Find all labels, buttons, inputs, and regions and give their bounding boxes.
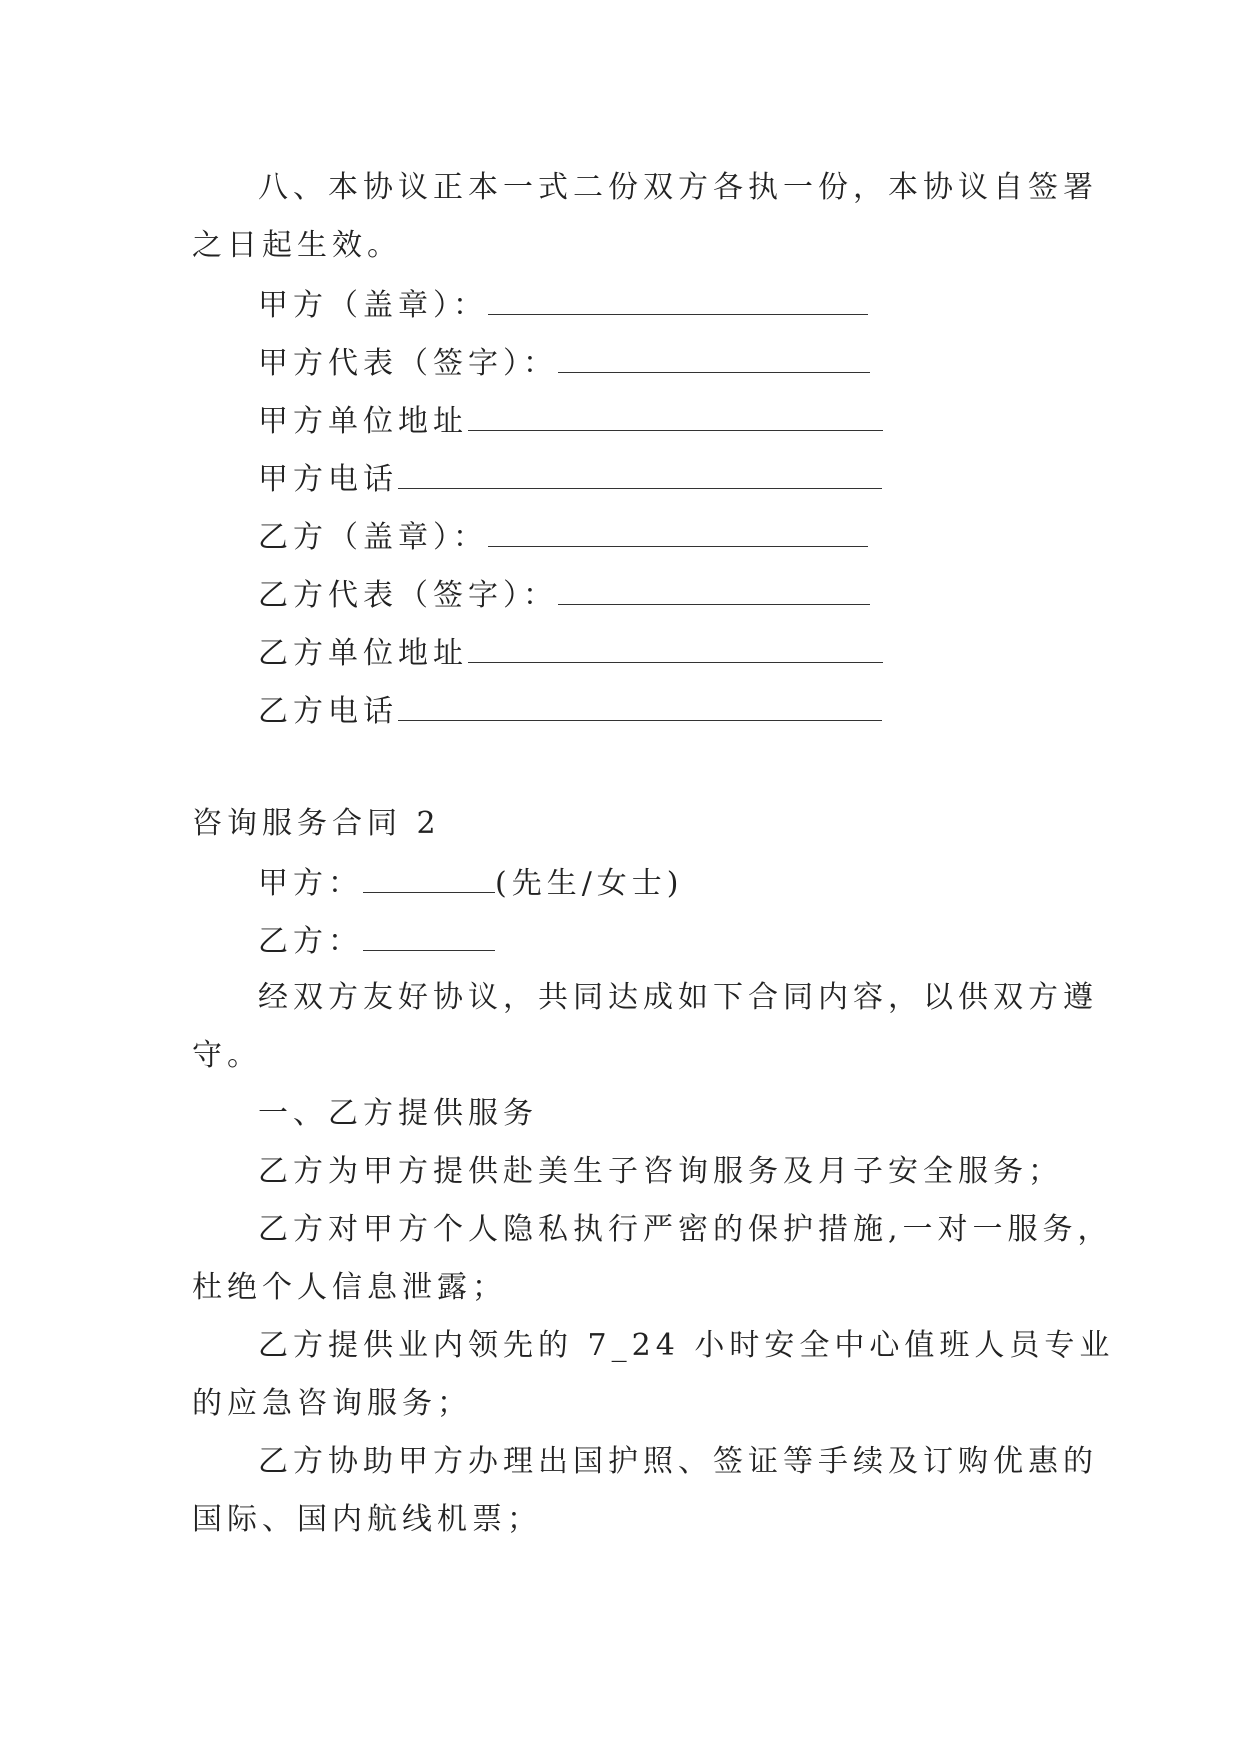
sig-blank [488,284,868,315]
sig-blank [398,690,882,721]
sig-label: 甲方单位地址 [258,404,468,439]
sig-label: 乙方单位地址 [258,636,468,671]
sig-party-b-phone [258,690,882,732]
sig-label: 乙方电话 [258,694,398,729]
sig-party-a-phone [258,458,882,500]
sig-party-a-address [258,400,883,442]
sig-label: 甲方电话 [258,462,398,497]
sig-blank [468,400,883,431]
service-item-3-line1: 乙方提供业内领先的 7_24 小时安全中心值班人员专业 [258,1328,1115,1363]
party-a-suffix: (先生/女士) [495,866,684,901]
sig-party-b-rep [258,574,870,616]
sig-blank [468,632,883,663]
sig-party-a-seal [258,284,868,326]
sig-blank [398,458,882,489]
service-item-1: 乙方为甲方提供赴美生子咨询服务及月子安全服务； [258,1154,1063,1189]
sig-label: 乙方（盖章）： [258,520,488,555]
party-b-label: 乙方： [258,924,363,959]
sig-party-b-seal [258,516,868,558]
sig-party-a-rep [258,342,870,384]
sig-blank [558,342,870,373]
sig-blank [558,574,870,605]
party-a-line [258,862,684,904]
sig-label: 甲方代表（签字）： [258,346,558,381]
intro-line1: 经双方友好协议，共同达成如下合同内容，以供双方遵 [258,980,1098,1015]
sig-blank [488,516,868,547]
sig-label: 甲方（盖章）： [258,288,488,323]
service-item-4-line1: 乙方协助甲方办理出国护照、签证等手续及订购优惠的 [258,1444,1098,1479]
service-item-3-line2: 的应急咨询服务； [192,1386,472,1421]
party-a-label: 甲方： [258,866,363,901]
party-a-blank [363,862,495,893]
contract2-title: 咨询服务合同 2 [192,806,441,841]
sig-party-b-address [258,632,883,674]
party-b-blank [363,920,495,951]
intro-line2: 守。 [192,1038,262,1073]
party-b-line [258,920,495,962]
service-item-2-line1: 乙方对甲方个人隐私执行严密的保护措施,一对一服务， [258,1212,1113,1247]
service-item-2-line2: 杜绝个人信息泄露； [192,1270,507,1305]
sig-label: 乙方代表（签字）： [258,578,558,613]
clause8-line2: 之日起生效。 [192,228,402,263]
section1-heading: 一、乙方提供服务 [258,1096,538,1131]
service-item-4-line2: 国际、国内航线机票； [192,1502,542,1537]
clause8-line1: 八、本协议正本一式二份双方各执一份，本协议自签署 [258,170,1098,205]
